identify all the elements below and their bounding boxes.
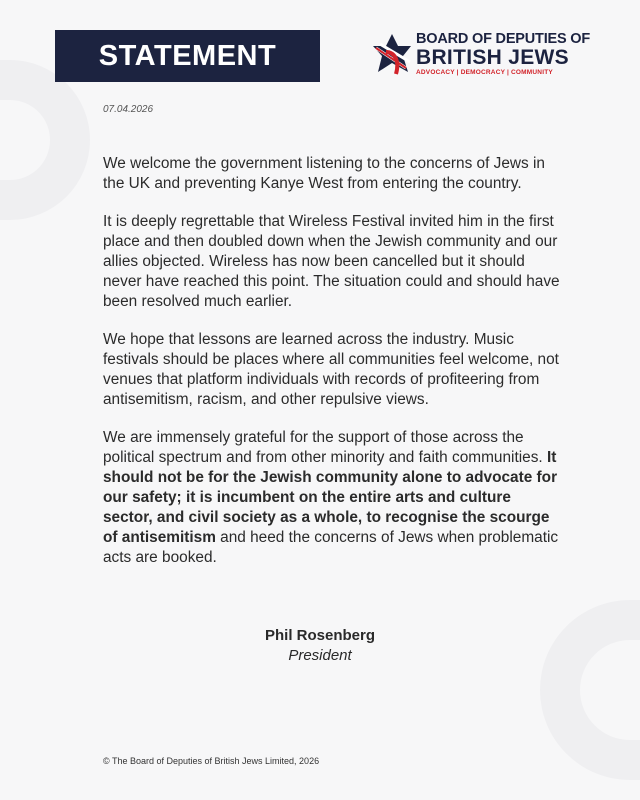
star-flag-icon [372,32,412,76]
logo [372,32,590,76]
statement-banner [55,30,320,82]
logo-line1: BOARD OF DEPUTIES OF [416,31,591,47]
copyright-footer: © The Board of Deputies of British Jews Limited, 2026 [103,756,320,766]
statement-body [103,154,563,586]
logo-tagline: ADVOCACY | DEMOCRACY | COMMUNITY [416,68,553,76]
paragraph: We welcome the government listening to the concerns of Jews in the UK and preventing Kanye West from entering the country. [103,155,545,192]
paragraph: We hope that lessons are learned across the industry. Music festivals should be places where all communities feel welcome, not venues that platform individuals with records of profiteering from antisemitism, racism, and other repulsive views. [103,331,559,408]
paragraph [103,428,563,568]
paragraph: It is deeply regrettable that Wireless Festival invited him in the first place and then doubled down when the Jewish community and our allies objected. Wireless has now been cancelled but it should never have reached this point. The situation could and should have been resolved much earlier. [103,213,560,310]
watermark [0,60,90,220]
banner-title: STATEMENT [98,39,277,72]
logo-line2: BRITISH JEWS [416,45,569,69]
signatory-name: Phil Rosenberg [264,627,376,644]
paragraph-bold-text: It should not be for the Jewish community alone to advocate for our safety; it is incumbent on the entire arts and culture sector, and civil society as a whole, to recognise the scourge of antisemitism [103,449,558,546]
signature [0,626,640,666]
statement-date: 07.04.2026 [103,104,154,115]
signatory-role: President [288,647,352,664]
paragraph-text: We are immensely grateful for the support of those across the political spectrum and from other minority and faith communities. [103,429,547,466]
paragraph-text: and heed the concerns of Jews when problematic acts are booked. [103,529,559,566]
